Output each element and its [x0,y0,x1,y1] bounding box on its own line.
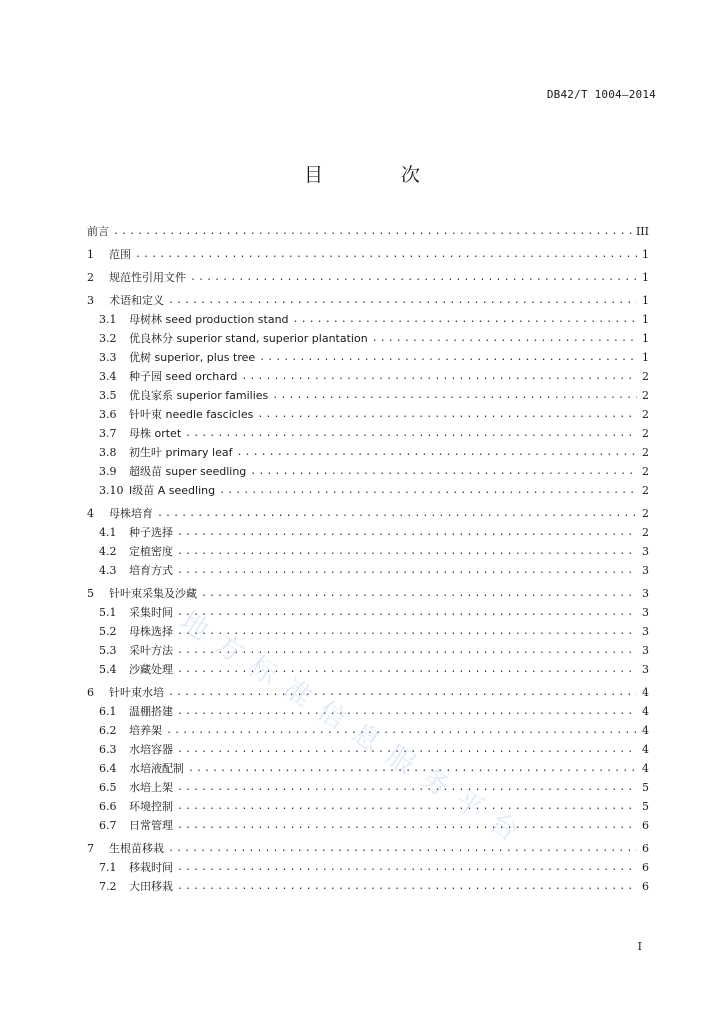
toc-entry[interactable] [87,601,649,620]
toc-leader-dots [177,625,637,639]
toc-entry-label: 针叶束 needle fascicles [129,408,254,421]
toc-entry-label: 优良林分 superior stand, superior plantation [129,332,368,345]
toc-leader-dots [177,880,637,894]
toc-entry-page: 3 [642,564,649,577]
toc-entry-number: 5.2 [99,625,117,638]
toc-entry-label: 温棚搭建 [129,705,173,718]
toc-entry-label: 优良家系 superior families [129,389,269,402]
toc-entry-number: 5.4 [99,663,117,676]
toc-entry-number: 6.6 [99,800,117,813]
toc-entry-number: 5 [87,587,94,600]
toc-entry[interactable] [87,837,649,856]
toc-entry-number: 7 [87,842,94,855]
toc-leader-dots [190,271,637,285]
toc-leader-dots [166,724,637,738]
toc-entry-page: 1 [642,248,649,261]
toc-entry-label: 水培液配制 [129,762,184,775]
toc-leader-dots [250,465,637,479]
page-number: I [637,940,642,953]
toc-entry-label: 初生叶 primary leaf [129,446,233,459]
toc-entry-label: 母树林 seed production stand [129,313,289,326]
toc-leader-dots [219,484,637,498]
toc-entry-page: 5 [642,781,649,794]
toc-leader-dots [168,686,637,700]
toc-entry-page: 1 [642,313,649,326]
toc-entry-number: 6.7 [99,819,117,832]
toc-entry-label: 术语和定义 [109,294,164,307]
toc-leader-dots [177,705,637,719]
toc-entry[interactable] [87,243,649,262]
toc-entry-label: 针叶束水培 [109,686,164,699]
toc-entry-number: 3.1 [99,313,117,326]
toc-entry[interactable] [87,639,649,658]
toc-entry-number: 7.1 [99,861,117,874]
toc-entry-label: 针叶束采集及沙藏 [109,587,197,600]
toc-entry-page: 2 [642,427,649,440]
toc-entry[interactable] [87,502,649,521]
toc-leader-dots [177,526,637,540]
toc-entry-page: 5 [642,800,649,813]
toc-entry[interactable] [87,403,649,422]
toc-leader-dots [168,294,637,308]
toc-entry-number: 3.4 [99,370,117,383]
document-code: DB42/T 1004—2014 [546,88,656,101]
toc-entry-page: 2 [642,484,649,497]
toc-entry[interactable] [87,422,649,441]
toc-entry-page: 4 [642,743,649,756]
toc-entry-number: 5.1 [99,606,117,619]
toc-entry-number: 6.5 [99,781,117,794]
toc-entry-page: 1 [642,271,649,284]
toc-entry-page: 2 [642,370,649,383]
toc-leader-dots [177,861,637,875]
toc-entry-page: 6 [642,819,649,832]
toc-leader-dots [157,507,637,521]
toc-entry-number: 6.4 [99,762,117,775]
toc-leader-dots [177,644,637,658]
toc-entry-number: 3 [87,294,94,307]
toc-entry-label: 环境控制 [129,800,173,813]
toc-entry-number: 7.2 [99,880,117,893]
toc-entry[interactable] [87,521,649,540]
toc-entry-page: 6 [642,880,649,893]
toc-entry-label: 沙藏处理 [129,663,173,676]
toc-entry-label: 采集时间 [129,606,173,619]
toc-entry-page: III [635,225,649,238]
toc-entry[interactable] [87,719,649,738]
toc-entry-number: 3.9 [99,465,117,478]
toc-entry-label: 水培容器 [129,743,173,756]
toc-entry-page: 2 [642,526,649,539]
toc-entry-label: 生根苗移栽 [109,842,164,855]
toc-entry[interactable] [87,856,649,875]
toc-entry[interactable] [87,327,649,346]
toc-entry-number: 4 [87,507,94,520]
toc-entry[interactable] [87,875,649,894]
toc-entry-number: 4.2 [99,545,117,558]
toc-leader-dots [236,446,637,460]
toc-entry-page: 3 [642,606,649,619]
toc-leader-dots [177,545,637,559]
toc-entry-page: 6 [642,842,649,855]
page-title: 目 次 [303,164,457,186]
toc-leader-dots [372,332,637,346]
toc-leader-dots [257,408,637,422]
toc-entry-number: 6.3 [99,743,117,756]
toc-entry[interactable] [87,479,649,498]
toc-entry[interactable] [87,266,649,285]
toc-entry-number: 4.3 [99,564,117,577]
toc-entry-label: Ⅰ级苗 A seedling [129,484,216,497]
toc-entry-page: 6 [642,861,649,874]
toc-entry-page: 3 [642,587,649,600]
toc-entry[interactable] [87,220,649,239]
table-of-contents [87,220,649,894]
toc-entry-page: 2 [642,389,649,402]
toc-entry[interactable] [87,658,649,677]
toc-entry[interactable] [87,308,649,327]
toc-entry-label: 范围 [109,248,131,261]
toc-entry-page: 3 [642,663,649,676]
toc-entry[interactable] [87,582,649,601]
toc-entry-page: 4 [642,686,649,699]
toc-leader-dots [113,225,632,239]
toc-entry-page: 2 [642,446,649,459]
toc-entry-label: 培育方式 [129,564,173,577]
toc-entry-number: 6 [87,686,94,699]
toc-entry-label: 超级苗 super seedling [129,465,247,478]
toc-leader-dots [293,313,637,327]
toc-entry-number: 3.2 [99,332,117,345]
toc-leader-dots [185,427,637,441]
toc-entry-label: 母株选择 [129,625,173,638]
toc-entry-label: 水培上架 [129,781,173,794]
toc-entry-number: 3.10 [99,484,124,497]
toc-entry-number: 3.3 [99,351,117,364]
toc-entry[interactable] [87,460,649,479]
toc-leader-dots [177,781,637,795]
toc-entry-number: 6.2 [99,724,117,737]
toc-entry[interactable] [87,814,649,833]
toc-entry[interactable] [87,757,649,776]
toc-entry-label: 优树 superior, plus tree [129,351,256,364]
toc-entry[interactable] [87,441,649,460]
watermark: 地方标准信息服务平台 [174,605,536,856]
toc-entry[interactable] [87,540,649,559]
toc-entry[interactable] [87,738,649,757]
toc-entry[interactable] [87,289,649,308]
toc-entry-label: 母株 ortet [129,427,182,440]
toc-entry-label: 前言 [87,225,109,238]
toc-entry-label: 种子园 seed orchard [129,370,238,383]
toc-entry-page: 2 [642,465,649,478]
toc-entry[interactable] [87,559,649,578]
toc-entry-number: 3.6 [99,408,117,421]
toc-leader-dots [201,587,637,601]
toc-entry-page: 4 [642,705,649,718]
toc-entry-number: 5.3 [99,644,117,657]
toc-entry-label: 定植密度 [129,545,173,558]
toc-leader-dots [272,389,637,403]
toc-leader-dots [177,606,637,620]
toc-entry-number: 4.1 [99,526,117,539]
toc-leader-dots [135,248,637,262]
toc-entry-page: 3 [642,545,649,558]
toc-entry[interactable] [87,776,649,795]
toc-leader-dots [177,819,637,833]
toc-entry-page: 1 [642,294,649,307]
toc-leader-dots [177,564,637,578]
toc-entry-number: 3.7 [99,427,117,440]
toc-entry-label: 采叶方法 [129,644,173,657]
toc-entry-number: 6.1 [99,705,117,718]
toc-leader-dots [177,800,637,814]
toc-entry-page: 2 [642,408,649,421]
toc-entry[interactable] [87,384,649,403]
toc-entry-page: 3 [642,644,649,657]
toc-entry-number: 3.5 [99,389,117,402]
toc-entry-page: 4 [642,762,649,775]
toc-entry-label: 规范性引用文件 [109,271,186,284]
toc-entry[interactable] [87,346,649,365]
toc-entry-number: 2 [87,271,94,284]
toc-leader-dots [177,663,637,677]
toc-leader-dots [259,351,637,365]
toc-entry-page: 4 [642,724,649,737]
toc-entry-page: 3 [642,625,649,638]
toc-entry-label: 培养架 [129,724,162,737]
toc-entry-label: 日常管理 [129,819,173,832]
toc-entry-label: 大田移栽 [129,880,173,893]
toc-entry[interactable] [87,681,649,700]
toc-entry-label: 移栽时间 [129,861,173,874]
toc-entry[interactable] [87,700,649,719]
toc-entry-label: 母株培育 [109,507,153,520]
toc-leader-dots [168,842,637,856]
toc-entry[interactable] [87,795,649,814]
toc-leader-dots [177,743,637,757]
toc-entry[interactable] [87,365,649,384]
toc-entry-label: 种子选择 [129,526,173,539]
toc-leader-dots [241,370,637,384]
toc-entry-number: 3.8 [99,446,117,459]
toc-entry[interactable] [87,620,649,639]
toc-entry-page: 1 [642,332,649,345]
toc-entry-number: 1 [87,248,94,261]
toc-entry-page: 1 [642,351,649,364]
toc-leader-dots [188,762,637,776]
toc-entry-page: 2 [642,507,649,520]
